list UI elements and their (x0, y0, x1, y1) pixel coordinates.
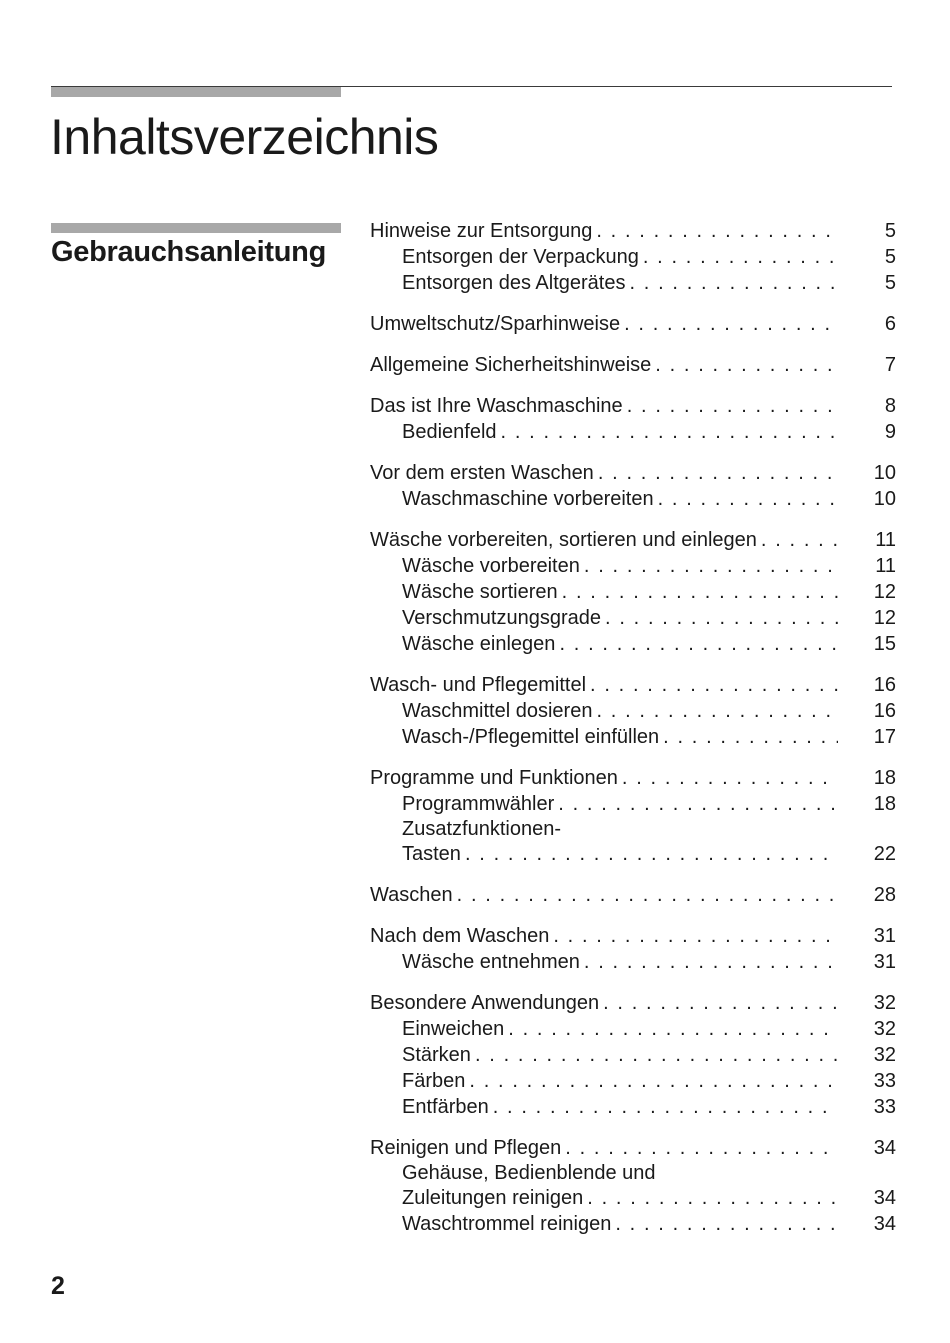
toc-group (370, 460, 896, 512)
toc-page-number: 5 (884, 220, 896, 242)
toc-page-number: 11 (875, 529, 896, 551)
toc-entry[interactable] (370, 393, 896, 419)
toc-entry-label: Vor dem ersten Waschen (370, 462, 594, 484)
page-title: Inhaltsverzeichnis (50, 109, 439, 165)
toc-subentry-label: Verschmutzungsgrade (402, 607, 602, 629)
toc-entry[interactable] (370, 311, 896, 337)
toc-entry[interactable] (370, 1135, 896, 1161)
toc-page-number: 32 (873, 992, 896, 1014)
dot-leader (663, 724, 838, 750)
dot-leader (501, 419, 838, 445)
toc-page-number: 16 (873, 700, 896, 722)
toc-subentry[interactable] (370, 244, 896, 270)
toc-subentry-label: Färben (402, 1070, 466, 1092)
dot-leader (624, 311, 838, 337)
toc-group (370, 923, 896, 975)
dot-leader (761, 527, 838, 553)
toc-entry[interactable] (370, 765, 896, 791)
dot-leader (475, 1042, 838, 1068)
toc-group (370, 882, 896, 908)
toc-subentry[interactable] (370, 486, 896, 512)
dot-leader (627, 393, 838, 419)
dot-leader (562, 579, 838, 605)
toc-subentry-label: Einweichen (402, 1018, 505, 1040)
toc-subentry[interactable] (370, 724, 896, 750)
toc-entry[interactable] (370, 218, 896, 244)
toc-subentry[interactable] (370, 1042, 896, 1068)
header-rule-thick (51, 87, 341, 97)
toc-group (370, 1135, 896, 1237)
dot-leader (658, 486, 838, 512)
toc-entry[interactable] (370, 352, 896, 378)
dot-leader (565, 1135, 838, 1161)
toc-group (370, 765, 896, 867)
toc-group (370, 218, 896, 296)
toc-entry[interactable] (370, 460, 896, 486)
dot-leader (603, 990, 838, 1016)
toc-subentry[interactable] (370, 1185, 896, 1211)
toc-page-number: 32 (873, 1018, 896, 1040)
page-number: 2 (51, 1272, 65, 1300)
toc-entry-label: Reinigen und Pflegen (370, 1137, 562, 1159)
toc-page-number: 9 (884, 421, 896, 443)
toc-subentry-label: Programmwähler (402, 793, 555, 815)
toc-subentry[interactable] (370, 605, 896, 631)
dot-leader (615, 1211, 838, 1237)
toc-subentry-label: Waschtrommel reinigen (402, 1213, 612, 1235)
toc-page-number: 8 (884, 395, 896, 417)
table-of-contents (370, 218, 896, 1252)
toc-subentry-label: Entfärben (402, 1096, 489, 1118)
toc-page-number: 31 (873, 925, 896, 947)
dot-leader (596, 698, 838, 724)
toc-entry-label: Programme und Funktionen (370, 767, 618, 789)
toc-page-number: 28 (873, 884, 896, 906)
toc-page-number: 12 (873, 607, 896, 629)
toc-page-number: 6 (884, 313, 896, 335)
toc-group (370, 393, 896, 445)
dot-leader (584, 949, 838, 975)
dot-leader (605, 605, 838, 631)
toc-entry-label: Besondere Anwendungen (370, 992, 600, 1014)
toc-page-number: 10 (873, 462, 896, 484)
toc-subentry-label: Entsorgen der Verpackung (402, 246, 639, 268)
toc-page-number: 34 (873, 1187, 896, 1209)
toc-group (370, 352, 896, 378)
toc-subentry-label: Wasch-/Pflegemittel einfüllen (402, 726, 660, 748)
toc-subentry[interactable] (370, 817, 896, 841)
toc-page-number: 7 (884, 354, 896, 376)
toc-entry-label: Hinweise zur Entsorgung (370, 220, 593, 242)
toc-page-number: 18 (873, 793, 896, 815)
toc-subentry[interactable] (370, 1016, 896, 1042)
dot-leader (558, 791, 838, 817)
toc-subentry-label: Gehäuse, Bedienblende und (402, 1162, 656, 1184)
toc-subentry[interactable] (370, 631, 896, 657)
dot-leader (590, 672, 838, 698)
toc-page-number: 12 (873, 581, 896, 603)
dot-leader (469, 1068, 838, 1094)
toc-subentry-label: Waschmittel dosieren (402, 700, 593, 722)
toc-entry-label: Wäsche vorbereiten, sortieren und einlegen (370, 529, 757, 551)
dot-leader (643, 244, 838, 270)
toc-group (370, 311, 896, 337)
dot-leader (629, 270, 838, 296)
toc-subentry-label: Stärken (402, 1044, 471, 1066)
dot-leader (622, 765, 838, 791)
dot-leader (457, 882, 838, 908)
toc-page-number: 31 (873, 951, 896, 973)
toc-subentry-label: Wäsche einlegen (402, 633, 556, 655)
toc-entry[interactable] (370, 990, 896, 1016)
toc-subentry-label: Wäsche entnehmen (402, 951, 580, 973)
dot-leader (596, 218, 838, 244)
toc-entry-label: Waschen (370, 884, 453, 906)
dot-leader (598, 460, 838, 486)
toc-entry-label: Umweltschutz/Sparhinweise (370, 313, 621, 335)
toc-page-number: 11 (875, 555, 896, 577)
toc-page-number: 5 (884, 272, 896, 294)
toc-subentry[interactable] (370, 419, 896, 445)
dot-leader (465, 841, 838, 867)
toc-subentry-label: Bedienfeld (402, 421, 497, 443)
toc-entry[interactable] (370, 527, 896, 553)
toc-subentry[interactable] (370, 579, 896, 605)
toc-subentry-label: Waschmaschine vorbereiten (402, 488, 654, 510)
toc-subentry-label: Wäsche vorbereiten (402, 555, 580, 577)
toc-page-number: 17 (873, 726, 896, 748)
toc-subentry-label: Zusatzfunktionen- (402, 818, 561, 840)
toc-page-number: 15 (873, 633, 896, 655)
dot-leader (553, 923, 838, 949)
toc-subentry[interactable] (370, 1161, 896, 1185)
toc-subentry[interactable] (370, 1211, 896, 1237)
toc-subentry-label: Zuleitungen reinigen (402, 1187, 584, 1209)
toc-group (370, 527, 896, 657)
toc-entry-label: Nach dem Waschen (370, 925, 550, 947)
toc-subentry[interactable] (370, 1068, 896, 1094)
dot-leader (508, 1016, 838, 1042)
toc-page-number: 33 (873, 1070, 896, 1092)
toc-entry[interactable] (370, 672, 896, 698)
toc-entry[interactable] (370, 923, 896, 949)
toc-page-number: 18 (873, 767, 896, 789)
toc-entry-label: Allgemeine Sicherheitshinweise (370, 354, 652, 376)
toc-subentry[interactable] (370, 553, 896, 579)
toc-subentry-label: Entsorgen des Altgerätes (402, 272, 626, 294)
toc-subentry[interactable] (370, 1094, 896, 1120)
toc-group (370, 990, 896, 1120)
toc-page-number: 34 (873, 1137, 896, 1159)
toc-subentry[interactable] (370, 841, 896, 867)
toc-subentry[interactable] (370, 791, 896, 817)
toc-page-number: 34 (873, 1213, 896, 1235)
toc-page-number: 32 (873, 1044, 896, 1066)
dot-leader (655, 352, 838, 378)
toc-subentry-label: Wäsche sortieren (402, 581, 558, 603)
dot-leader (587, 1185, 838, 1211)
toc-page-number: 33 (873, 1096, 896, 1118)
toc-page-number: 5 (884, 246, 896, 268)
toc-page-number: 16 (873, 674, 896, 696)
toc-entry-label: Das ist Ihre Waschmaschine (370, 395, 623, 417)
toc-subentry[interactable] (370, 949, 896, 975)
toc-page-number: 10 (873, 488, 896, 510)
dot-leader (559, 631, 838, 657)
toc-subentry-label: Tasten (402, 843, 461, 865)
dot-leader (493, 1094, 838, 1120)
toc-page-number: 22 (873, 843, 896, 865)
toc-group (370, 672, 896, 750)
toc-subentry[interactable] (370, 698, 896, 724)
section-rule (51, 223, 341, 233)
toc-entry-label: Wasch- und Pflegemittel (370, 674, 587, 696)
toc-subentry[interactable] (370, 270, 896, 296)
toc-entry[interactable] (370, 882, 896, 908)
section-heading: Gebrauchsanleitung (51, 236, 326, 268)
dot-leader (584, 553, 838, 579)
